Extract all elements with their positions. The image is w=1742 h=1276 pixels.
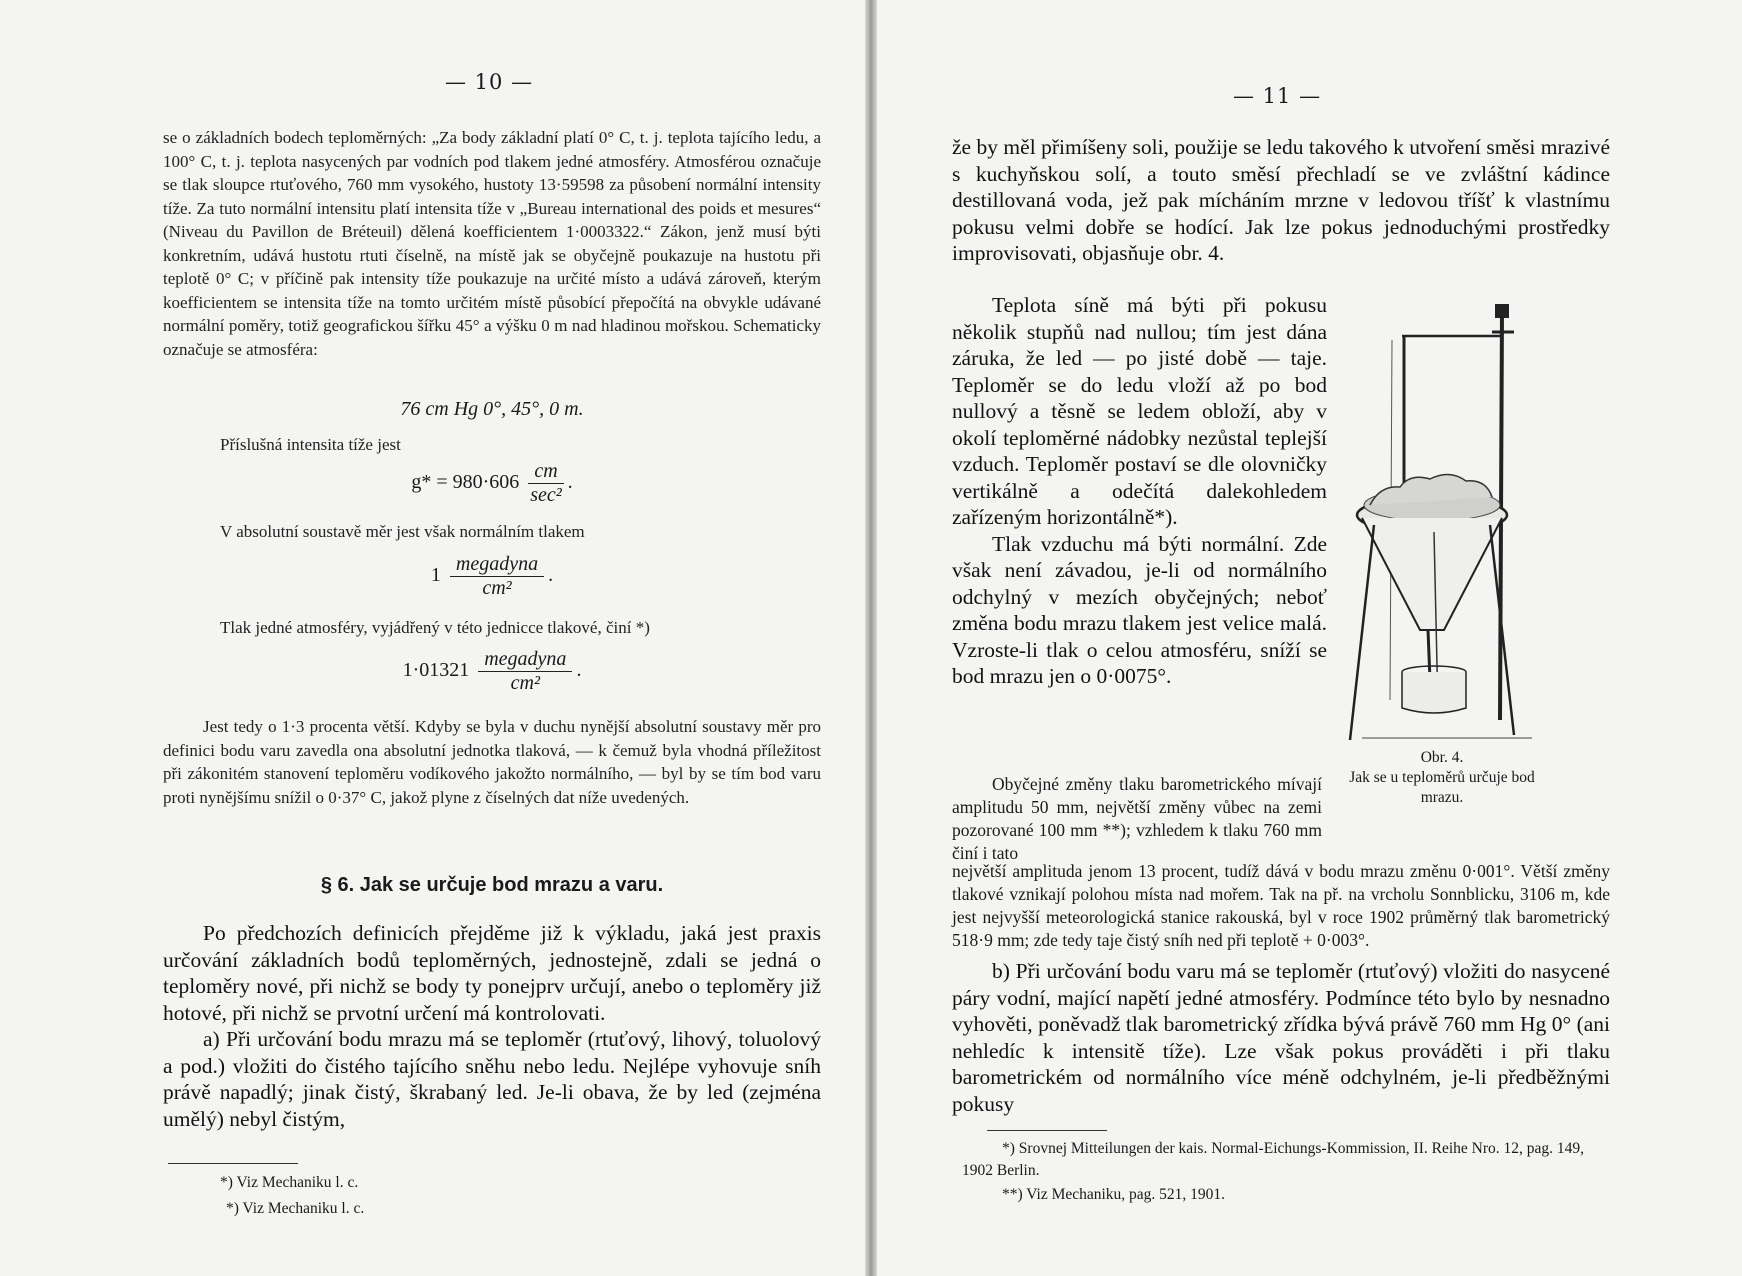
beaker <box>1402 672 1466 713</box>
gravity-numerator: cm <box>528 460 563 484</box>
stand-top <box>1495 304 1509 318</box>
atm-numerator: megadyna <box>478 648 572 672</box>
main-text-left <box>163 920 821 1132</box>
atmosphere-intro: Tlak jedné atmosféry, vyjádřený v této jednicce tlakové, činí *) <box>220 618 650 637</box>
right-column-text <box>952 292 1327 690</box>
footnote-rule-left <box>168 1163 298 1164</box>
unit-numerator: megadyna <box>450 553 544 577</box>
paragraph-ice-preparation: že by měl přimíšeny soli, použije se ledu takového k utvoření směsi mrazivé s kuchyňskou solí, a touto směsí přechladí se ve zvláštní kádince destillovaná voda, jež pak mícháním mrzne v ledovou tříšť k vlastnímu pokusu velmi dobře se hodící. Jak lze pokus jednoduchými prostředky improvisovati, objasňuje obr. 4. <box>952 135 1610 265</box>
right-main-text <box>952 958 1610 1117</box>
paragraph-sonnblick: největší amplituda jenom 13 procent, tudíž dává v bodu mrazu změnu 0·001°. Větší změny tlakové vznikají polohou místa nad mořem. Tak na př. na vrcholu Sonnblicku, 3106 m, kde jest nejvyšší meteorologická stanice rakouská, byl v roce 1902 průměrný tlak barometrický 518·9 mm; zde tedy taje čistý sníh ned při teplotě + 0·003°. <box>952 860 1610 950</box>
right-page <box>877 0 1742 1276</box>
right-small-text-wide <box>952 842 1610 969</box>
gravity-formula-lhs: g* = 980·606 <box>411 471 520 494</box>
tripod-leg-left <box>1350 525 1374 740</box>
gravity-fraction <box>528 460 563 507</box>
figure-thermometer-apparatus <box>1342 300 1542 740</box>
footnote-left-1: *) Viz Mechaniku l. c. <box>220 1174 359 1191</box>
absolute-system-intro: V absolutní soustavě měr jest však normálním tlakem <box>220 522 585 541</box>
unit-fraction <box>450 553 544 600</box>
footnote-rule-right <box>987 1130 1107 1131</box>
paragraph-atmosphere-definition: se o základních bodech teploměrných: „Za body základní platí 0° C, t. j. teplota tajícího ledu, a 100° C, t. j. teplota nasycených par vodních pod tlakem jedné atmosféry. Atmosférou označuje se tlak sloupce rtuťového, 760 mm vysokého, hustoty 13·59598 za působení normální intensity tíže. Za tuto normální intensitu platí intensita tíže v „Bureau international des poids et mesures“ (Niveau du Pavillon de Bréteuil) dělená koefficientem 1·0003322.“ Zákon, jenž musí býti konkretním, udává hustotu rtuti číselně, na místě jak se obyčejně poukazuje na hustotu při teplotě 0° C; v příčině pak intensity tíže poukazuje na určité místo a udává zároveň, kterým koefficientem se intensita tíže na tomto určitém místě působící přepočítá na obvykle udávané normální poměry, totiž geografickou šířku 45° a výšku 0 m nad hladinou mořskou. Schematicky označuje se atmosféra: <box>163 128 821 359</box>
page-number-right: — 11 — <box>1233 84 1322 108</box>
unit-denominator: cm² <box>482 577 512 599</box>
atm-fraction <box>478 648 572 695</box>
right-intro-text <box>952 134 1610 267</box>
footnote-right-2: **) Viz Mechaniku, pag. 521, 1901. <box>1002 1186 1226 1203</box>
atm-end: . <box>576 659 582 682</box>
gravity-end: . <box>567 471 573 494</box>
paragraph-room-temperature: Teplota síně má býti při pokusu několik stupňů nad nullou; tím jest dána záruka, že led — po jisté době — taje. Teploměr se do ledu vloží až po bod nullový a těsně se ledem obloží, aby v okolí teploměrné nádobky nezůstal teplejší vzduch. Teploměr postaví se dle olovničky vertikálně a odečítá dalekohledem zařízeným horizontálně*). <box>952 293 1327 529</box>
left-page <box>0 0 865 1276</box>
paragraph-freezing-point: a) Při určování bodu mrazu má se teploměr (rtuťový, lihový, toluolový a pod.) vložiti do čistého tajícího sněhu nebo ledu. Nejlépe vyhovuje sníh právě napadlý; jinak čistý, škrabaný led. Je-li obava, že by led (zejména umělý) nebyl čistým, <box>163 1027 821 1131</box>
atmosphere-value-formula <box>163 648 821 695</box>
paragraph-barometric-changes: Obyčejné změny tlaku barometrického mívají amplitudu 50 mm, největší změny vůbec na zemi pozorované 100 mm **); vzhledem k tlaku 760 mm činí i tato <box>952 773 1322 863</box>
unit-formula <box>163 553 821 600</box>
paragraph-air-pressure: Tlak vzduchu má býti normální. Zde však není závadou, je-li od normálního odchylný v mezích obyčejných; neboť změna bodu mrazu tlakem jest velice malá. Vzroste-li tlak o celou atmosféru, sníží se bod mrazu jen o 0·0075°. <box>952 531 1327 688</box>
figure-caption <box>1337 748 1547 808</box>
gravity-formula <box>163 460 821 507</box>
section-heading: § 6. Jak se určuje bod mrazu a varu. <box>320 874 664 896</box>
page-number-left: — 10 — <box>445 70 534 94</box>
figure-number: Obr. 4. <box>1420 749 1464 766</box>
atm-denominator: cm² <box>510 672 540 694</box>
gravity-intro: Příslušná intensita tíže jest <box>220 435 401 454</box>
figure-title: Jak se u teploměrů určuje bod mrazu. <box>1349 769 1535 806</box>
book-gutter <box>865 0 877 1276</box>
funnel-body <box>1362 518 1502 630</box>
atmosphere-formula: 76 cm Hg 0°, 45°, 0 m. <box>400 398 584 420</box>
footnote-right-1: *) Srovnej Mitteilungen der kais. Normal-Eichungs-Kommission, II. Reihe Nro. 12, pag. 149, 1902 Berlin. <box>962 1140 1585 1179</box>
paragraph-boiling-point: b) Při určování bodu varu má se teploměr (rtuťový) vložiti do nasycené páry vodní, mající napětí jedné atmosféry. Podmínce této bylo by nesnadno vyhověti, poněvadž tlak barometrický zřídka bývá právě 760 mm Hg 0° (ani nehledíc k intensitě tíže). Lze však pokus prováděti i při tlaku barometrickém od normálního více méně odchylném, je-li předběžnými pokusy <box>952 959 1610 1116</box>
paragraph-absolute-unit: Jest tedy o 1·3 procenta větší. Kdyby se byla v duchu nynější absolutní soustavy měr pro definici bodu varu zavedla ona absolutní jednotka tlaková, — k čemuž byla vhodná příležitost při zákonitém stanovení teploměru vodíkového jakožto normálního, — byl by se tím bod varu proti nynějšímu snížil o 0·37° C, jakož plyne z číselných dat níže uvedených. <box>163 717 821 807</box>
boiling-point-paragraph <box>163 715 821 809</box>
unit-coef: 1 <box>430 564 441 587</box>
intro-paragraph <box>163 126 821 361</box>
gravity-denominator: sec² <box>530 484 562 506</box>
atm-coef: 1·01321 <box>402 659 470 682</box>
paragraph-practice: Po předchozích definicích přejděme již k výkladu, jaká jest praxis určování základních bodů teploměrných, jednostejně, zdali se jedná o teploměry nové, při nichž se body ty ponejprv určují, anebo o teploměry již hotové, při nichž se prvotní určení má kontrolovati. <box>163 921 821 1025</box>
footnote-left-2: *) Viz Mechaniku l. c. <box>226 1200 365 1217</box>
unit-end: . <box>548 564 554 587</box>
